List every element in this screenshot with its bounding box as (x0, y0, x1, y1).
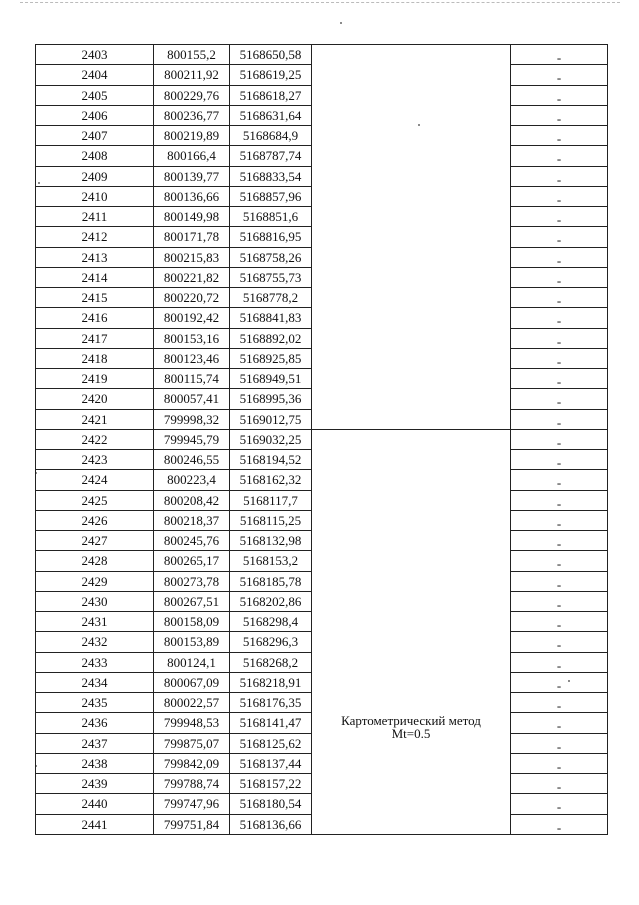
y-coordinate-cell: 5168268,2 (230, 652, 312, 672)
point-number-cell: 2413 (36, 247, 154, 267)
mark-cell (511, 369, 608, 389)
point-number-cell: 2436 (36, 713, 154, 733)
dash-mark: - (556, 495, 562, 511)
dash-mark: - (556, 171, 562, 187)
x-coordinate-cell: 800265,17 (154, 551, 230, 571)
point-number-cell: 2428 (36, 551, 154, 571)
y-coordinate-cell: 5168125,62 (230, 733, 312, 753)
table-row (36, 45, 608, 65)
mark-cell (511, 652, 608, 672)
point-number-cell: 2421 (36, 409, 154, 429)
x-coordinate-cell: 800153,89 (154, 632, 230, 652)
dash-mark: - (556, 596, 562, 612)
point-number-cell: 2412 (36, 227, 154, 247)
dash-mark: - (556, 50, 562, 65)
x-coordinate-cell: 800267,51 (154, 591, 230, 611)
x-coordinate-cell: 799842,09 (154, 753, 230, 773)
y-coordinate-cell: 5168857,96 (230, 186, 312, 206)
point-number-cell: 2434 (36, 672, 154, 692)
mark-cell (511, 693, 608, 713)
x-coordinate-cell: 799998,32 (154, 409, 230, 429)
mark-cell (511, 510, 608, 530)
x-coordinate-cell: 800123,46 (154, 348, 230, 368)
point-number-cell: 2405 (36, 85, 154, 105)
y-coordinate-cell: 5169032,25 (230, 429, 312, 449)
x-coordinate-cell: 800215,83 (154, 247, 230, 267)
dash-mark: - (556, 414, 562, 430)
y-coordinate-cell: 5168298,4 (230, 612, 312, 632)
point-number-cell: 2426 (36, 510, 154, 530)
y-coordinate-cell: 5168949,51 (230, 369, 312, 389)
dash-mark: - (556, 70, 562, 85)
mark-cell (511, 774, 608, 794)
dash-mark: - (556, 353, 562, 369)
x-coordinate-cell: 800229,76 (154, 85, 230, 105)
x-coordinate-cell: 800149,98 (154, 207, 230, 227)
point-number-cell: 2433 (36, 652, 154, 672)
x-coordinate-cell: 800153,16 (154, 328, 230, 348)
y-coordinate-cell: 5168851,6 (230, 207, 312, 227)
point-number-cell: 2435 (36, 693, 154, 713)
dash-mark: - (556, 475, 562, 490)
dash-mark: - (556, 819, 562, 835)
mark-cell (511, 308, 608, 328)
y-coordinate-cell: 5168162,32 (230, 470, 312, 490)
y-coordinate-cell: 5168755,73 (230, 267, 312, 287)
mark-cell (511, 632, 608, 652)
dash-mark: - (556, 718, 562, 733)
y-coordinate-cell: 5168833,54 (230, 166, 312, 186)
y-coordinate-cell: 5168892,02 (230, 328, 312, 348)
x-coordinate-cell: 800158,09 (154, 612, 230, 632)
method-accuracy: Mt=0.5 (391, 725, 431, 741)
mark-cell (511, 591, 608, 611)
x-coordinate-cell: 800057,41 (154, 389, 230, 409)
x-coordinate-cell: 800171,78 (154, 227, 230, 247)
dash-mark: - (556, 779, 562, 794)
y-coordinate-cell: 5168180,54 (230, 794, 312, 814)
point-number-cell: 2409 (36, 166, 154, 186)
x-coordinate-cell: 800022,57 (154, 693, 230, 713)
x-coordinate-cell: 799751,84 (154, 814, 230, 834)
mark-cell (511, 490, 608, 510)
point-number-cell: 2438 (36, 753, 154, 773)
point-number-cell: 2414 (36, 267, 154, 287)
mark-cell (511, 207, 608, 227)
dash-mark: - (556, 698, 562, 713)
point-number-cell: 2415 (36, 288, 154, 308)
mark-cell (511, 713, 608, 733)
mark-cell (511, 186, 608, 206)
point-number-cell: 2417 (36, 328, 154, 348)
mark-cell (511, 45, 608, 65)
point-number-cell: 2422 (36, 429, 154, 449)
mark-cell (511, 166, 608, 186)
mark-cell (511, 753, 608, 773)
mark-cell (511, 672, 608, 692)
y-coordinate-cell: 5168925,85 (230, 348, 312, 368)
mark-cell (511, 247, 608, 267)
x-coordinate-cell: 800273,78 (154, 571, 230, 591)
mark-cell (511, 328, 608, 348)
point-number-cell: 2408 (36, 146, 154, 166)
y-coordinate-cell: 5168787,74 (230, 146, 312, 166)
mark-cell (511, 105, 608, 125)
dash-mark: - (556, 657, 562, 673)
dash-mark: - (556, 212, 562, 227)
mark-cell (511, 531, 608, 551)
x-coordinate-cell: 800245,76 (154, 531, 230, 551)
mark-cell (511, 571, 608, 591)
y-coordinate-cell: 5168650,58 (230, 45, 312, 65)
dash-mark: - (556, 394, 562, 409)
point-number-cell: 2419 (36, 369, 154, 389)
scan-speck (340, 22, 342, 24)
method-name: Картометрический метод (341, 712, 481, 728)
mark-cell (511, 814, 608, 834)
dash-mark: - (556, 252, 562, 268)
method-cell-upper (312, 45, 511, 430)
mark-cell (511, 146, 608, 166)
y-coordinate-cell: 5168115,25 (230, 510, 312, 530)
dash-mark: - (556, 738, 562, 754)
x-coordinate-cell: 800211,92 (154, 65, 230, 85)
mark-cell (511, 126, 608, 146)
point-number-cell: 2423 (36, 450, 154, 470)
dash-mark: - (556, 293, 562, 308)
point-number-cell: 2424 (36, 470, 154, 490)
dash-mark: - (556, 677, 562, 693)
point-number-cell: 2410 (36, 186, 154, 206)
y-coordinate-cell: 5168618,27 (230, 85, 312, 105)
mark-cell (511, 551, 608, 571)
point-number-cell: 2403 (36, 45, 154, 65)
y-coordinate-cell: 5168194,52 (230, 450, 312, 470)
mark-cell (511, 65, 608, 85)
dash-mark: - (556, 333, 562, 349)
point-number-cell: 2411 (36, 207, 154, 227)
x-coordinate-cell: 799945,79 (154, 429, 230, 449)
y-coordinate-cell: 5168619,25 (230, 65, 312, 85)
dash-mark: - (556, 515, 562, 531)
point-number-cell: 2432 (36, 632, 154, 652)
y-coordinate-cell: 5168778,2 (230, 288, 312, 308)
x-coordinate-cell: 800236,77 (154, 105, 230, 125)
y-coordinate-cell: 5168995,36 (230, 389, 312, 409)
y-coordinate-cell: 5168218,91 (230, 672, 312, 692)
dash-mark: - (556, 151, 562, 166)
y-coordinate-cell: 5168176,35 (230, 693, 312, 713)
dash-mark: - (556, 799, 562, 814)
point-number-cell: 2440 (36, 794, 154, 814)
mark-cell (511, 450, 608, 470)
x-coordinate-cell: 800124,1 (154, 652, 230, 672)
mark-cell (511, 348, 608, 368)
x-coordinate-cell: 800208,42 (154, 490, 230, 510)
y-coordinate-cell: 5168157,22 (230, 774, 312, 794)
y-coordinate-cell: 5168137,44 (230, 753, 312, 773)
x-coordinate-cell: 800192,42 (154, 308, 230, 328)
mark-cell (511, 409, 608, 429)
mark-cell (511, 470, 608, 490)
y-coordinate-cell: 5168141,47 (230, 713, 312, 733)
mark-cell (511, 733, 608, 753)
point-number-cell: 2439 (36, 774, 154, 794)
coordinates-table (35, 44, 608, 835)
point-number-cell: 2418 (36, 348, 154, 368)
y-coordinate-cell: 5168136,66 (230, 814, 312, 834)
y-coordinate-cell: 5169012,75 (230, 409, 312, 429)
x-coordinate-cell: 799788,74 (154, 774, 230, 794)
dash-mark: - (556, 556, 562, 571)
dash-mark: - (556, 110, 562, 126)
dash-mark: - (556, 758, 562, 774)
dash-mark: - (556, 374, 562, 389)
mark-cell (511, 429, 608, 449)
dash-mark: - (556, 232, 562, 247)
x-coordinate-cell: 800220,72 (154, 288, 230, 308)
x-coordinate-cell: 800219,89 (154, 126, 230, 146)
mark-cell (511, 612, 608, 632)
y-coordinate-cell: 5168132,98 (230, 531, 312, 551)
y-coordinate-cell: 5168153,2 (230, 551, 312, 571)
y-coordinate-cell: 5168202,86 (230, 591, 312, 611)
point-number-cell: 2430 (36, 591, 154, 611)
dash-mark: - (556, 191, 562, 207)
dash-mark: - (556, 434, 562, 450)
dash-mark: - (556, 536, 562, 551)
x-coordinate-cell: 800115,74 (154, 369, 230, 389)
x-coordinate-cell: 800067,09 (154, 672, 230, 692)
x-coordinate-cell: 800166,4 (154, 146, 230, 166)
point-number-cell: 2416 (36, 308, 154, 328)
dash-mark: - (556, 272, 562, 288)
scan-artifact-line (20, 2, 620, 3)
mark-cell (511, 85, 608, 105)
point-number-cell: 2429 (36, 571, 154, 591)
y-coordinate-cell: 5168816,95 (230, 227, 312, 247)
dash-mark: - (556, 455, 562, 470)
point-number-cell: 2404 (36, 65, 154, 85)
dash-mark: - (556, 617, 562, 632)
dash-mark: - (556, 313, 562, 328)
point-number-cell: 2420 (36, 389, 154, 409)
mark-cell (511, 389, 608, 409)
point-number-cell: 2427 (36, 531, 154, 551)
dash-mark: - (556, 131, 562, 146)
mark-cell (511, 227, 608, 247)
mark-cell (511, 288, 608, 308)
x-coordinate-cell: 799875,07 (154, 733, 230, 753)
x-coordinate-cell: 799747,96 (154, 794, 230, 814)
y-coordinate-cell: 5168841,83 (230, 308, 312, 328)
y-coordinate-cell: 5168117,7 (230, 490, 312, 510)
y-coordinate-cell: 5168684,9 (230, 126, 312, 146)
x-coordinate-cell: 800221,82 (154, 267, 230, 287)
y-coordinate-cell: 5168631,64 (230, 105, 312, 125)
dash-mark: - (556, 576, 562, 592)
mark-cell (511, 794, 608, 814)
point-number-cell: 2407 (36, 126, 154, 146)
x-coordinate-cell: 800139,77 (154, 166, 230, 186)
x-coordinate-cell: 800136,66 (154, 186, 230, 206)
coordinates-table-body (36, 45, 608, 835)
x-coordinate-cell: 800246,55 (154, 450, 230, 470)
point-number-cell: 2437 (36, 733, 154, 753)
point-number-cell: 2431 (36, 612, 154, 632)
y-coordinate-cell: 5168185,78 (230, 571, 312, 591)
y-coordinate-cell: 5168758,26 (230, 247, 312, 267)
dash-mark: - (556, 637, 562, 652)
dash-mark: - (556, 90, 562, 106)
table-row (36, 429, 608, 449)
x-coordinate-cell: 800223,4 (154, 470, 230, 490)
x-coordinate-cell: 800218,37 (154, 510, 230, 530)
mark-cell (511, 267, 608, 287)
y-coordinate-cell: 5168296,3 (230, 632, 312, 652)
point-number-cell: 2425 (36, 490, 154, 510)
point-number-cell: 2406 (36, 105, 154, 125)
method-cell-lower (312, 429, 511, 834)
x-coordinate-cell: 800155,2 (154, 45, 230, 65)
x-coordinate-cell: 799948,53 (154, 713, 230, 733)
point-number-cell: 2441 (36, 814, 154, 834)
